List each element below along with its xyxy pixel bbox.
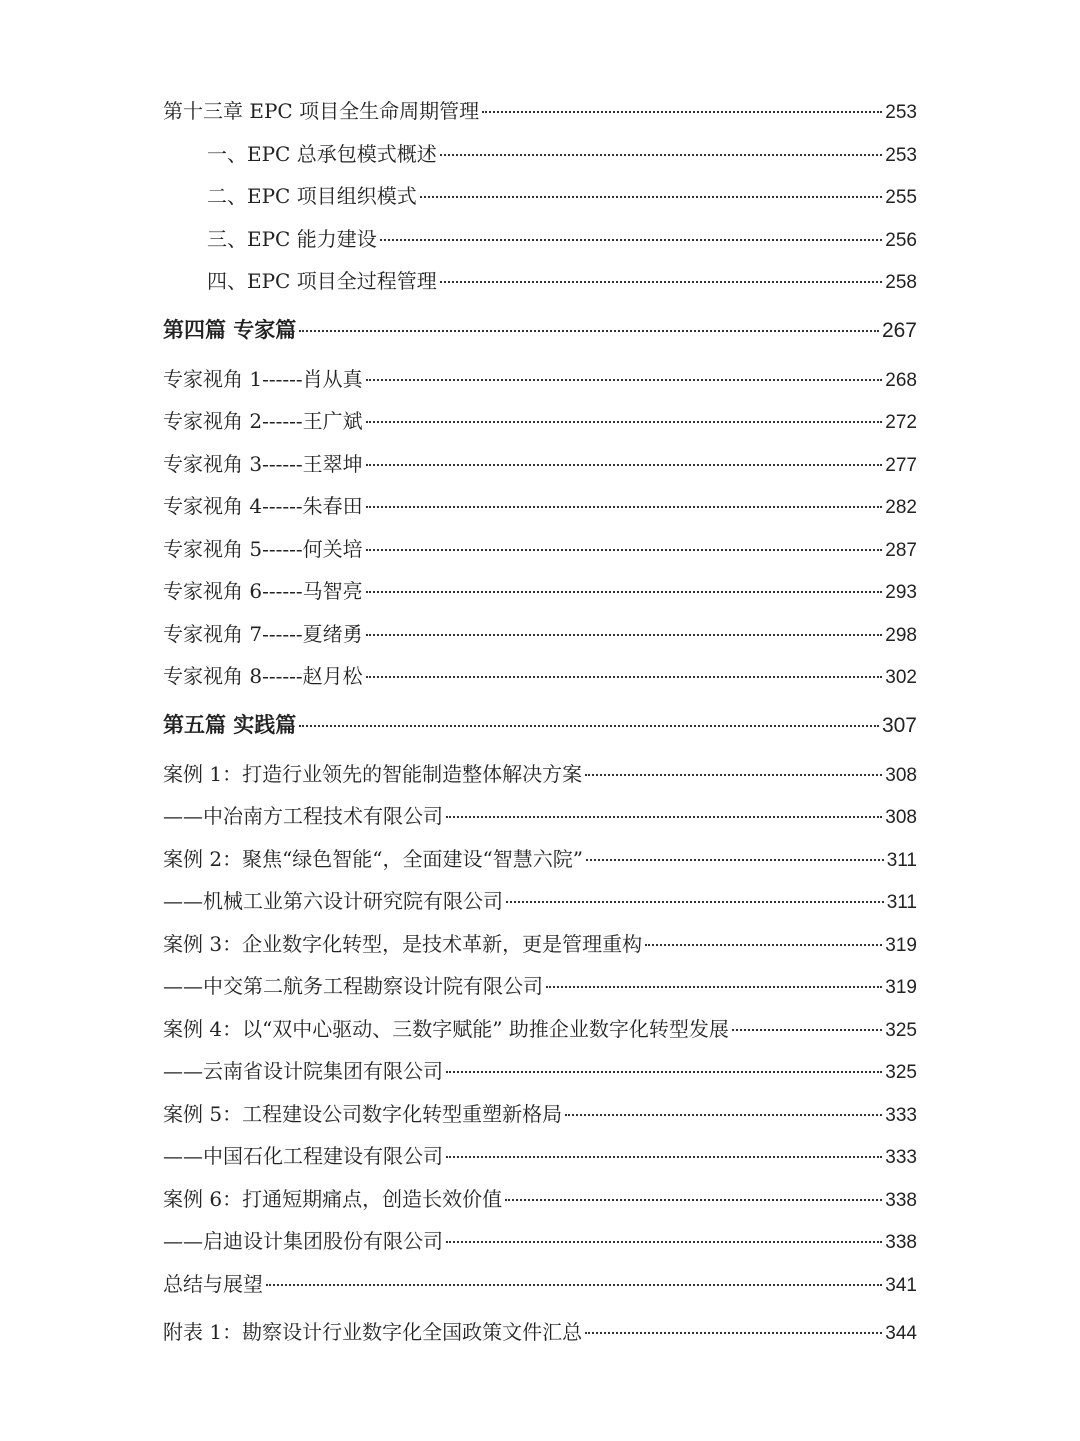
toc-page-number: 302 — [885, 667, 917, 688]
toc-page-number: 282 — [885, 497, 917, 518]
toc-entry[interactable] — [163, 1263, 917, 1306]
toc-entry[interactable] — [163, 880, 917, 923]
dot-leader — [299, 725, 879, 727]
toc-entry[interactable] — [163, 90, 917, 133]
toc-entry-title: 第十三章 EPC 项目全生命周期管理 — [163, 99, 480, 123]
dot-leader — [585, 774, 882, 776]
dot-leader — [645, 944, 882, 946]
toc-part-heading[interactable] — [163, 698, 917, 753]
dot-leader — [366, 379, 883, 381]
toc-page-number: 333 — [885, 1104, 917, 1126]
toc-page-number: 253 — [885, 144, 917, 166]
toc-page-number: 338 — [885, 1232, 917, 1253]
dot-leader — [505, 1199, 882, 1201]
toc-entry-title: 总结与展望 — [163, 1271, 263, 1296]
toc-page-number: 287 — [885, 539, 917, 561]
toc-entry[interactable] — [163, 795, 917, 838]
toc-page-number: 308 — [885, 764, 917, 786]
toc-entry[interactable] — [163, 965, 917, 1008]
toc-entry[interactable] — [163, 485, 917, 528]
dot-leader — [446, 1156, 882, 1158]
toc-entry-title: 专家视角 8------赵月松 — [163, 664, 363, 688]
dot-leader — [366, 549, 883, 551]
dot-leader — [482, 111, 882, 113]
toc-part-heading[interactable] — [163, 303, 917, 358]
toc-entry[interactable] — [163, 400, 917, 443]
toc-entry-title: 第五篇 实践篇 — [163, 712, 297, 737]
toc-entry[interactable] — [163, 1178, 917, 1221]
toc-page-number: 293 — [885, 582, 917, 603]
toc-entry-title: 三、EPC 能力建设 — [207, 226, 377, 251]
toc-page-number: 344 — [885, 1323, 917, 1344]
toc-page-number: 319 — [885, 977, 917, 998]
dot-leader — [299, 330, 879, 332]
dot-leader — [266, 1284, 882, 1286]
dot-leader — [586, 859, 884, 861]
toc-page-number: 311 — [886, 892, 917, 913]
toc-entry[interactable] — [163, 1220, 917, 1263]
toc-entry-title: 案例 6：打通短期痛点，创造长效价值 — [163, 1186, 503, 1211]
toc-entry-title: 二、EPC 项目组织模式 — [207, 184, 417, 208]
toc-page-number: 325 — [885, 1062, 917, 1083]
toc-entry[interactable] — [163, 655, 917, 698]
dot-leader — [446, 816, 882, 818]
toc-page-number: 338 — [885, 1189, 917, 1211]
toc-page-number: 341 — [885, 1274, 917, 1296]
toc-page-number: 311 — [886, 849, 917, 871]
toc-entry-title: ——中国石化工程建设有限公司 — [163, 1144, 443, 1168]
dot-leader — [366, 634, 883, 636]
toc-page-number: 272 — [885, 412, 917, 433]
toc-entry-title: 四、EPC 项目全过程管理 — [207, 269, 437, 293]
toc-page-number: 333 — [885, 1147, 917, 1168]
toc-entry-title: 案例 3：企业数字化转型，是技术革新，更是管理重构 — [163, 931, 643, 956]
toc-entry[interactable] — [163, 358, 917, 401]
dot-leader — [732, 1029, 882, 1031]
toc-entry-title: 专家视角 2------王广斌 — [163, 409, 363, 433]
toc-entry[interactable] — [163, 133, 917, 176]
toc-entry[interactable] — [163, 218, 917, 261]
toc-entry-title: 专家视角 1------肖从真 — [163, 366, 363, 391]
dot-leader — [420, 196, 883, 198]
toc-entry[interactable] — [163, 443, 917, 486]
toc-entry-title: ——中冶南方工程技术有限公司 — [163, 804, 443, 828]
dot-leader — [366, 506, 883, 508]
toc-entry-title: ——机械工业第六设计研究院有限公司 — [163, 889, 503, 913]
toc-entry-title: 案例 4：以“双中心驱动、三数字赋能” 助推企业数字化转型发展 — [163, 1016, 729, 1041]
dot-leader — [380, 239, 883, 241]
toc-entry[interactable] — [163, 1093, 917, 1136]
toc-entry-title: 专家视角 3------王翠坤 — [163, 451, 363, 476]
toc-page-number: 277 — [885, 454, 917, 476]
dot-leader — [440, 281, 883, 283]
toc-entry-title: ——中交第二航务工程勘察设计院有限公司 — [163, 974, 543, 998]
toc-entry-title: 专家视角 4------朱春田 — [163, 494, 363, 518]
toc-entry-title: 专家视角 6------马智亮 — [163, 579, 363, 603]
dot-leader — [366, 591, 883, 593]
toc-entry-title: 案例 2：聚焦“绿色智能“，全面建设“智慧六院” — [163, 846, 583, 871]
toc-entry[interactable] — [163, 1311, 917, 1354]
dot-leader — [440, 154, 883, 156]
toc-entry[interactable] — [163, 1135, 917, 1178]
toc-page-number: 267 — [881, 318, 917, 342]
toc-entry-title: 第四篇 专家篇 — [163, 317, 297, 342]
toc-entry-title: 案例 5：工程建设公司数字化转型重塑新格局 — [163, 1101, 563, 1126]
toc-entry-title: 一、EPC 总承包模式概述 — [207, 141, 437, 166]
toc-page-number: 308 — [885, 807, 917, 828]
toc-entry-title: 附表 1：勘察设计行业数字化全国政策文件汇总 — [163, 1320, 583, 1344]
toc-entry[interactable] — [163, 753, 917, 796]
dot-leader — [446, 1241, 882, 1243]
toc-page-number: 268 — [885, 369, 917, 391]
toc-entry-title: ——启迪设计集团股份有限公司 — [163, 1229, 443, 1253]
toc-entry[interactable] — [163, 260, 917, 303]
toc-entry-title: 专家视角 5------何关培 — [163, 536, 363, 561]
toc-entry-title: 案例 1：打造行业领先的智能制造整体解决方案 — [163, 761, 583, 786]
toc-entry[interactable] — [163, 1008, 917, 1051]
toc-page-number: 255 — [885, 187, 917, 208]
toc-page-number: 325 — [885, 1019, 917, 1041]
dot-leader — [446, 1071, 882, 1073]
table-of-contents — [163, 90, 917, 1354]
toc-page-number: 319 — [885, 934, 917, 956]
dot-leader — [506, 901, 884, 903]
toc-page-number: 258 — [885, 272, 917, 293]
toc-entry[interactable] — [163, 175, 917, 218]
toc-page-number: 253 — [885, 102, 917, 123]
toc-page-number: 298 — [885, 624, 917, 646]
dot-leader — [546, 986, 882, 988]
dot-leader — [565, 1114, 882, 1116]
toc-entry-title: ——云南省设计院集团有限公司 — [163, 1059, 443, 1083]
dot-leader — [366, 421, 883, 423]
toc-entry[interactable] — [163, 923, 917, 966]
toc-page-number: 307 — [881, 713, 917, 737]
toc-entry[interactable] — [163, 613, 917, 656]
toc-entry[interactable] — [163, 1050, 917, 1093]
toc-entry[interactable] — [163, 838, 917, 881]
toc-entry[interactable] — [163, 570, 917, 613]
toc-entry[interactable] — [163, 528, 917, 571]
dot-leader — [366, 464, 883, 466]
dot-leader — [366, 676, 883, 678]
dot-leader — [585, 1332, 882, 1334]
toc-page-number: 256 — [885, 229, 917, 251]
toc-entry-title: 专家视角 7------夏绪勇 — [163, 621, 363, 646]
